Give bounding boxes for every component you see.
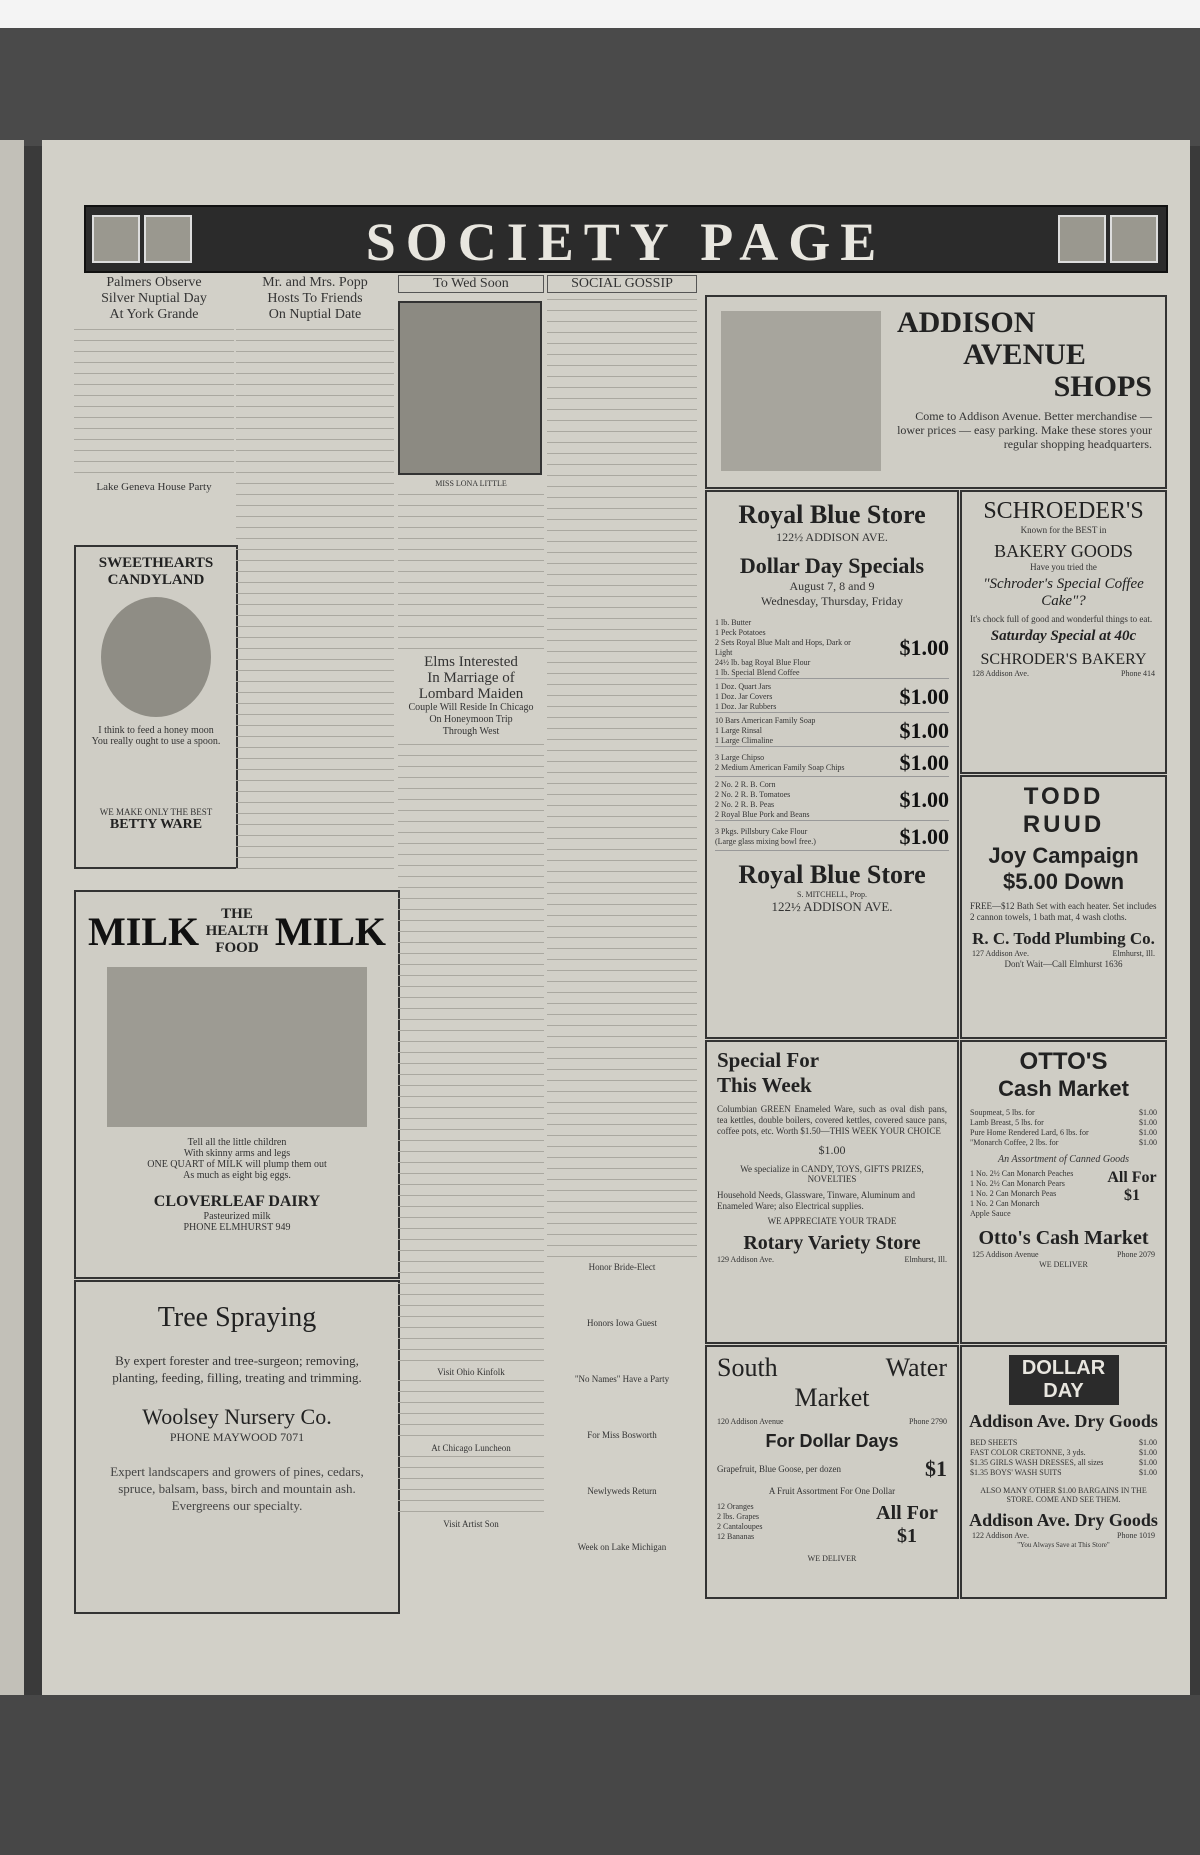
- list-item: 1 No. 2 Can Monarch: [970, 1199, 1040, 1208]
- south-water-title-line: Water: [885, 1353, 947, 1382]
- ottos-all-for: All For $1: [1107, 1169, 1157, 1204]
- milk-caption-line: Tell all the little children: [187, 1137, 287, 1148]
- item-line: (Large glass mixing bowl free.): [715, 837, 816, 846]
- royal-blue-item-groups: [707, 609, 957, 860]
- item-group: [715, 716, 949, 747]
- item-line: 2 Royal Blue Pork and Beans: [715, 810, 810, 819]
- schroeder-special: "Schroder's Special Coffee Cake"?: [983, 576, 1144, 609]
- column-1-article: [74, 275, 234, 535]
- royal-blue-dates: August 7, 8 and 9: [789, 579, 875, 593]
- list-item: 1 No. 2 Can Monarch Peas: [970, 1189, 1057, 1198]
- south-water-all-for: All For $1: [876, 1502, 938, 1547]
- rotary-household: Household Needs, Glassware, Tinware, Aluminum and Enameled Ware; also Electrical supplies.: [717, 1190, 915, 1211]
- todd-address: 127 Addison Ave.: [972, 949, 1029, 958]
- item-price: $1.00: [1139, 1468, 1157, 1477]
- item-line: 2 Sets Royal Blue Malt and Hops, Dark or Light: [715, 638, 851, 657]
- dry-goods-title: Addison Ave. Dry Goods: [969, 1411, 1158, 1431]
- scan-bottom-border: [0, 1695, 1200, 1855]
- group-price: $1.00: [899, 635, 949, 660]
- item-group: [715, 780, 949, 821]
- addison-title-line: ADDISON: [897, 306, 1036, 339]
- headline: To Wed Soon: [398, 275, 544, 293]
- small-headline: Visit Ohio Kinfolk: [437, 1367, 505, 1377]
- item-line: 1 Doz. Jar Covers: [715, 692, 773, 701]
- item-line: 10 Bars American Family Soap: [715, 716, 816, 725]
- headline-line: Mr. and Mrs. Popp: [262, 275, 368, 290]
- price-row: [970, 1118, 1157, 1128]
- milk-ad: [74, 890, 400, 1279]
- rotary-store: Rotary Variety Store: [743, 1232, 921, 1254]
- masthead: [84, 205, 1168, 273]
- royal-blue-days: Wednesday, Thursday, Friday: [761, 594, 903, 608]
- south-water-for-dollar: For Dollar Days: [765, 1431, 899, 1451]
- ottos-footer: Otto's Cash Market: [978, 1227, 1149, 1249]
- item-price: $1.00: [1139, 1458, 1157, 1467]
- item-line: 2 No. 2 R. B. Peas: [715, 800, 775, 809]
- south-water-address: 120 Addison Avenue: [717, 1417, 784, 1426]
- small-headline: "No Names" Have a Party: [574, 1374, 670, 1384]
- dollar-day-badge: DOLLAR DAY: [1009, 1355, 1119, 1405]
- item-price: $1.00: [1139, 1448, 1157, 1457]
- tree-ad-body: By expert forester and tree-surgeon; removing, planting, feeding, filling, treating and trimming.: [112, 1353, 362, 1385]
- tree-spraying-ad: [74, 1280, 400, 1614]
- item-line: 3 Large Chipso: [715, 753, 765, 762]
- south-water-grapefruit: Grapefruit, Blue Goose, per dozen: [717, 1464, 841, 1474]
- price-row: [970, 1108, 1157, 1118]
- item-price: $1.00: [1139, 1118, 1157, 1127]
- subhead-line: Couple Will Reside In Chicago: [408, 702, 534, 713]
- ottos-canned-list: [970, 1169, 1107, 1219]
- rotary-title-line: This Week: [717, 1073, 812, 1097]
- article-body-placeholder: [236, 329, 394, 879]
- small-headline: Visit Artist Son: [443, 1519, 499, 1529]
- item-group: [715, 682, 949, 713]
- milk-caption-line: ONE QUART of MILK will plump them out: [147, 1159, 327, 1170]
- headline: SOCIAL GOSSIP: [547, 275, 697, 293]
- headline-line: On Nuptial Date: [268, 307, 362, 322]
- dry-goods-phone: Phone 1019: [1117, 1531, 1155, 1540]
- item-group: [715, 618, 949, 679]
- page-title: SOCIETY PAGE: [365, 212, 887, 272]
- subheadline: Lake Geneva House Party: [96, 481, 212, 493]
- todd-campaign: Joy Campaign: [988, 843, 1139, 868]
- item-price: $1.00: [1139, 1438, 1157, 1447]
- candy-ad: [74, 545, 238, 869]
- south-water-title-line: Market: [794, 1383, 870, 1412]
- ottos-title: OTTO'S: [1019, 1048, 1108, 1075]
- item-line: 1 lb. Special Blend Coffee: [715, 668, 800, 677]
- item-name: $1.35 GIRLS WASH DRESSES, all sizes: [970, 1458, 1104, 1467]
- item-line: 1 Peck Potatoes: [715, 628, 766, 637]
- rotary-body: Columbian GREEN Enameled Ware, such as oval dish pans, tea kettles, double boilers, covered kettles, covered sauce pans, coffee pots, etc. Worth $1.50—THIS WEEK YOUR CHOICE: [717, 1104, 947, 1136]
- royal-blue-proprietor: S. MITCHELL, Prop.: [797, 890, 867, 899]
- list-item: 1 No. 2½ Can Monarch Pears: [970, 1179, 1065, 1188]
- rotary-address: 129 Addison Ave.: [717, 1255, 774, 1264]
- milk-caption-line: With skinny arms and legs: [183, 1148, 291, 1159]
- item-price: $1.00: [1139, 1138, 1157, 1147]
- subhead-line: Through West: [442, 726, 500, 737]
- price-row: [970, 1458, 1157, 1468]
- schroeder-address: 128 Addison Ave.: [972, 669, 1029, 678]
- group-price: $1.00: [899, 787, 949, 812]
- headline-line: Elms Interested: [424, 654, 518, 670]
- headline-line: In Marriage of: [427, 670, 515, 686]
- candy-rhyme-line: I think to feed a honey moon: [98, 725, 214, 736]
- shield-icon-right: [1058, 215, 1106, 263]
- article-body-placeholder: [547, 299, 697, 1259]
- item-price: $1.00: [1139, 1128, 1157, 1137]
- addison-title-line: AVENUE: [963, 338, 1086, 371]
- royal-blue-title: Royal Blue Store: [738, 500, 926, 529]
- todd-company: R. C. Todd Plumbing Co.: [972, 929, 1155, 948]
- royal-blue-address: 122½ ADDISON AVE.: [776, 530, 888, 544]
- item-line: 2 No. 2 R. B. Corn: [715, 780, 776, 789]
- dry-goods-ad: [960, 1345, 1167, 1599]
- south-water-price: $1: [925, 1456, 947, 1481]
- scan-dark-border: [0, 28, 1200, 146]
- item-line: 1 lb. Butter: [715, 618, 752, 627]
- price-row: [970, 1138, 1157, 1148]
- dry-goods-item-list: [962, 1432, 1165, 1484]
- ottos-phone: Phone 2079: [1117, 1250, 1155, 1259]
- column-4-gossip: [547, 275, 697, 1625]
- item-line: 2 Medium American Family Soap Chips: [715, 763, 845, 772]
- scan-top-margin: [0, 0, 1200, 28]
- addison-body: Come to Addison Avenue. Better merchandise — lower prices — easy parking. Make these stores your regular shopping headquarters.: [897, 409, 1152, 451]
- item-name: FAST COLOR CRETONNE, 3 yds.: [970, 1448, 1086, 1457]
- tree-ad-title: Tree Spraying: [157, 1302, 317, 1333]
- small-headline: For Miss Bosworth: [587, 1430, 657, 1440]
- todd-tagline: Don't Wait—Call Elmhurst 1636: [1004, 959, 1123, 969]
- group-price: $1.00: [899, 684, 949, 709]
- milk-word-right: MILK: [274, 909, 386, 954]
- royal-blue-footer-address: 122½ ADDISON AVE.: [771, 899, 893, 914]
- candy-ad-title: SWEETHEARTS CANDYLAND: [98, 555, 214, 588]
- headline-line: Silver Nuptial Day: [101, 291, 207, 306]
- schroeder-product: BAKERY GOODS: [994, 541, 1133, 561]
- crest-icon-right: [1110, 215, 1158, 263]
- dairy-subtitle: Pasteurized milk: [203, 1211, 271, 1222]
- candy-footer: BETTY WARE: [109, 817, 203, 832]
- item-group: [715, 824, 949, 851]
- item-line: 1 Large Rinsal: [715, 726, 762, 735]
- headline-line: Palmers Observe: [106, 275, 202, 290]
- rotary-price: $1.00: [818, 1143, 846, 1157]
- article-body-placeholder: [398, 744, 544, 1364]
- candy-rhyme-line: You really ought to use a spoon.: [91, 736, 221, 747]
- item-line: 3 Pkgs. Pillsbury Cake Flour: [715, 827, 808, 836]
- schroeder-tagline: Known for the BEST in: [1020, 525, 1107, 535]
- subhead-line: On Honeymoon Trip: [429, 714, 513, 725]
- item-line: 1 Large Climaline: [715, 736, 774, 745]
- price-row: [970, 1448, 1157, 1458]
- item-name: Soupmeat, 5 lbs. for: [970, 1108, 1035, 1117]
- dry-goods-address: 122 Addison Ave.: [972, 1531, 1029, 1540]
- item-name: "Monarch Coffee, 2 lbs. for: [970, 1138, 1059, 1147]
- price-row: [970, 1438, 1157, 1448]
- schroeder-phone: Phone 414: [1121, 669, 1155, 678]
- headline-line: At York Grande: [109, 307, 199, 322]
- item-name: Lamb Breast, 5 lbs. for: [970, 1118, 1044, 1127]
- list-item: 1 No. 2½ Can Monarch Peaches: [970, 1169, 1074, 1178]
- list-item: 12 Bananas: [717, 1532, 755, 1541]
- south-water-assortment: A Fruit Assortment For One Dollar: [768, 1486, 896, 1496]
- item-line: 2 No. 2 R. B. Tomatoes: [715, 790, 791, 799]
- ottos-deliver: WE DELIVER: [1039, 1260, 1088, 1269]
- small-headline: Newlyweds Return: [587, 1486, 657, 1496]
- list-item: 12 Oranges: [717, 1502, 754, 1511]
- todd-free: FREE—$12 Bath Set with each heater. Set includes 2 cannon towels, 1 bath mat, 4 wash cloths.: [970, 901, 1157, 922]
- ottos-assortment: An Assortment of Canned Goods: [998, 1154, 1129, 1165]
- royal-blue-store-ad: [705, 490, 959, 1039]
- shield-icon-left: [144, 215, 192, 263]
- item-line: 24½ lb. bag Royal Blue Flour: [715, 658, 811, 667]
- item-group: [715, 750, 949, 777]
- group-price: $1.00: [899, 718, 949, 743]
- article-body-placeholder: [398, 494, 544, 654]
- item-line: 1 Doz. Jar Rubbers: [715, 702, 777, 711]
- adjacent-page-edge: [0, 140, 24, 1695]
- list-item: 2 lbs. Grapes: [717, 1512, 759, 1521]
- headline-line: Hosts To Friends: [267, 291, 363, 306]
- schroeder-footer: SCHRODER'S BAKERY: [980, 651, 1147, 668]
- schroeder-bakery-ad: [960, 490, 1167, 774]
- schroeder-desc: It's chock full of good and wonderful things to eat.: [970, 614, 1153, 624]
- todd-plumbing-ad: [960, 775, 1167, 1039]
- candy-footer-tag: WE MAKE ONLY THE BEST: [99, 807, 213, 817]
- rotary-specialize: We specialize in CANDY, TOYS, GIFTS PRIZES, NOVELTIES: [740, 1164, 924, 1184]
- item-name: BED SHEETS: [970, 1438, 1018, 1447]
- todd-title-line: TODD: [1023, 783, 1104, 810]
- item-name: $1.35 BOYS' WASH SUITS: [970, 1468, 1062, 1477]
- crest-icon-left: [92, 215, 140, 263]
- tree-ad-company: Woolsey Nursery Co.: [142, 1404, 332, 1429]
- small-headline: Honors Iowa Guest: [587, 1318, 657, 1328]
- dairy-phone: PHONE ELMHURST 949: [183, 1222, 291, 1233]
- ottos-subtitle: Cash Market: [998, 1076, 1129, 1101]
- moon-illustration: [101, 597, 211, 717]
- dry-goods-tagline: "You Always Save at This Store": [1017, 1541, 1110, 1549]
- todd-offer: $5.00 Down: [1002, 869, 1125, 894]
- addison-avenue-ad: [705, 295, 1167, 489]
- item-name: Pure Home Rendered Lard, 6 lbs. for: [970, 1128, 1089, 1137]
- children-illustration: [107, 967, 367, 1127]
- schroeder-question: Have you tried the: [1030, 562, 1097, 572]
- small-headline: At Chicago Luncheon: [431, 1443, 511, 1453]
- group-price: $1.00: [899, 750, 949, 775]
- tree-ad-phone: PHONE MAYWOOD 7071: [169, 1430, 305, 1444]
- south-water-fruit-list: [717, 1502, 867, 1548]
- column-3-article: [398, 275, 544, 1625]
- rotary-appreciate: WE APPRECIATE YOUR TRADE: [767, 1216, 897, 1226]
- rotary-variety-ad: [705, 1040, 959, 1344]
- ottos-address: 125 Addison Avenue: [972, 1250, 1039, 1259]
- item-price: $1.00: [1139, 1108, 1157, 1117]
- todd-city: Elmhurst, Ill.: [1112, 949, 1155, 958]
- column-2-article: [236, 275, 394, 885]
- schroeder-title: SCHROEDER'S: [983, 498, 1144, 524]
- headline-line: Lombard Maiden: [418, 686, 524, 702]
- todd-title-line: RUUD: [1022, 811, 1105, 838]
- article-body-placeholder: [398, 1380, 544, 1440]
- health-food-label: THE HEALTH FOOD: [205, 906, 269, 956]
- royal-blue-subtitle: Dollar Day Specials: [739, 553, 925, 578]
- photo-caption: MISS LONA LITTLE: [435, 479, 507, 488]
- milk-word-left: MILK: [88, 909, 200, 954]
- ottos-item-list: [962, 1102, 1165, 1154]
- portrait-photo: [398, 301, 542, 475]
- royal-blue-footer-title: Royal Blue Store: [738, 860, 926, 889]
- south-water-phone: Phone 2790: [909, 1417, 947, 1426]
- south-water-deliver: WE DELIVER: [807, 1554, 857, 1563]
- south-water-title-line: South: [717, 1353, 778, 1382]
- small-headline: Week on Lake Michigan: [577, 1542, 667, 1552]
- article-body-placeholder: [398, 1456, 544, 1516]
- dry-goods-more: ALSO MANY OTHER $1.00 BARGAINS IN THE STORE. COME AND SEE THEM.: [980, 1486, 1147, 1504]
- lady-illustration: [721, 311, 881, 471]
- list-item: 2 Cantaloupes: [717, 1522, 763, 1531]
- dry-goods-footer: Addison Ave. Dry Goods: [969, 1510, 1158, 1530]
- rotary-city: Elmhurst, Ill.: [904, 1255, 947, 1264]
- item-line: 1 Doz. Quart Jars: [715, 682, 771, 691]
- dairy-name: CLOVERLEAF DAIRY: [153, 1193, 321, 1210]
- rotary-title-line: Special For: [717, 1048, 820, 1072]
- article-body-placeholder: [74, 329, 234, 479]
- milk-caption-line: As much as eight big eggs.: [183, 1170, 291, 1181]
- south-water-market-ad: [705, 1345, 959, 1599]
- addison-title-line: SHOPS: [1053, 370, 1152, 403]
- list-item: Apple Sauce: [970, 1209, 1011, 1218]
- tree-ad-footer: Expert landscapers and growers of pines, cedars, spruce, balsam, bass, birch and mountain ash. Evergreens our specialty.: [110, 1464, 364, 1513]
- ottos-market-ad: [960, 1040, 1167, 1344]
- price-row: [970, 1128, 1157, 1138]
- group-price: $1.00: [899, 824, 949, 849]
- small-headline: Honor Bride-Elect: [588, 1262, 656, 1272]
- price-row: [970, 1468, 1157, 1478]
- schroeder-saturday: Saturday Special at 40c: [990, 628, 1137, 644]
